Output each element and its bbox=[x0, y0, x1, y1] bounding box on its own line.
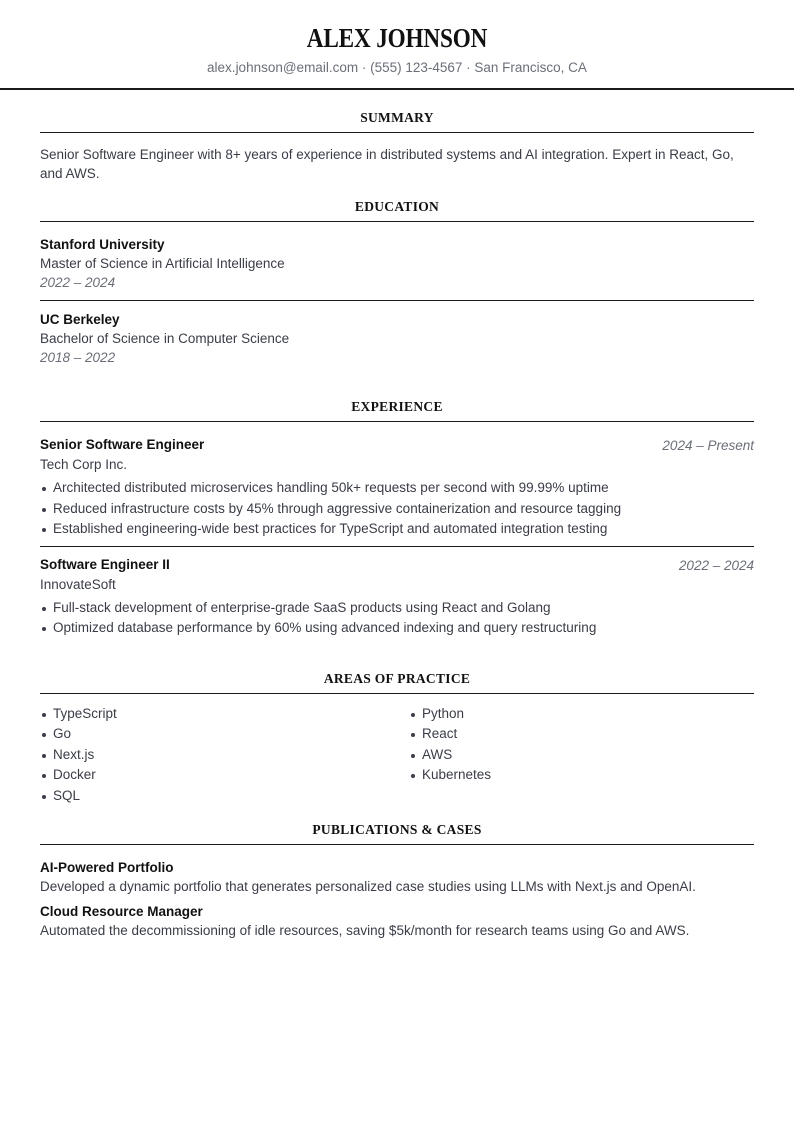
experience-section bbox=[40, 367, 754, 639]
bullet-item: Full-stack development of enterprise-grade SaaS products using React and Golang bbox=[40, 598, 754, 619]
skill-item: TypeScript bbox=[40, 704, 409, 725]
publication-title: Cloud Resource Manager bbox=[40, 904, 203, 919]
skill-item: Next.js bbox=[40, 745, 409, 766]
skill-item: Go bbox=[40, 724, 409, 745]
job-dates: 2022 – 2024 bbox=[678, 557, 754, 573]
publications-title: PUBLICATIONS & CASES bbox=[40, 822, 754, 845]
education-section bbox=[40, 183, 754, 367]
publication-item bbox=[40, 896, 754, 940]
bullet-item: Optimized database performance by 60% using advanced indexing and query restructuring bbox=[40, 618, 754, 639]
education-dates: 2022 – 2024 bbox=[40, 275, 116, 290]
job-bullets bbox=[40, 598, 754, 639]
publication-desc: Automated the decommissioning of idle resources, saving $5k/month for research teams using Go and AWS. bbox=[40, 923, 690, 938]
skill-item: Kubernetes bbox=[409, 765, 754, 786]
resume-body bbox=[40, 90, 754, 940]
education-title: EDUCATION bbox=[40, 199, 754, 222]
education-item bbox=[40, 301, 754, 367]
skills-section bbox=[40, 639, 754, 807]
education-dates: 2018 – 2022 bbox=[40, 350, 116, 365]
job-dates: 2024 – Present bbox=[662, 438, 754, 453]
job-bullets bbox=[40, 478, 754, 540]
summary-text: Senior Software Engineer with 8+ years of experience in distributed systems and AI integration. Expert in React, Go, and AWS. bbox=[40, 147, 734, 181]
publications-section bbox=[40, 806, 754, 940]
job-entry bbox=[40, 422, 754, 546]
education-item bbox=[40, 222, 754, 300]
bullet-item: Reduced infrastructure costs by 45% through aggressive containerization and resource tagging bbox=[40, 499, 754, 520]
bullet-item: Architected distributed microservices handling 50k+ requests per second with 99.99% uptime bbox=[40, 478, 754, 499]
skills-title: AREAS OF PRACTICE bbox=[40, 671, 754, 694]
degree: Bachelor of Science in Computer Science bbox=[40, 331, 290, 346]
publication-desc: Developed a dynamic portfolio that generates personalized case studies using LLMs with Next.js and OpenAI. bbox=[40, 879, 696, 894]
contact-line: alex.johnson@email.com · (555) 123-4567 · San Francisco, CA bbox=[207, 60, 587, 75]
skill-item: Docker bbox=[40, 765, 409, 786]
job-company: Tech Corp Inc. bbox=[40, 457, 128, 472]
candidate-name: ALEX JOHNSON bbox=[306, 23, 488, 53]
skills-grid bbox=[40, 694, 754, 807]
experience-title: EXPERIENCE bbox=[40, 399, 754, 422]
job-role: Software Engineer II bbox=[40, 556, 170, 572]
school-name: Stanford University bbox=[40, 237, 165, 252]
skills-column-left bbox=[40, 704, 409, 807]
skill-item: AWS bbox=[409, 745, 754, 766]
summary-title: SUMMARY bbox=[40, 110, 754, 133]
publication-title: AI-Powered Portfolio bbox=[40, 860, 174, 875]
skill-item: React bbox=[409, 724, 754, 745]
degree: Master of Science in Artificial Intelligence bbox=[40, 256, 285, 271]
skill-item: Python bbox=[409, 704, 754, 725]
summary-section bbox=[40, 90, 754, 183]
job-role: Senior Software Engineer bbox=[40, 437, 205, 452]
resume-header bbox=[0, 0, 794, 90]
skill-item: SQL bbox=[40, 786, 409, 807]
publication-item bbox=[40, 845, 754, 896]
bullet-item: Established engineering-wide best practices for TypeScript and automated integration testing bbox=[40, 519, 754, 540]
school-name: UC Berkeley bbox=[40, 312, 120, 327]
skills-column-right bbox=[409, 704, 754, 807]
job-entry bbox=[40, 547, 754, 639]
job-company: InnovateSoft bbox=[40, 576, 116, 592]
